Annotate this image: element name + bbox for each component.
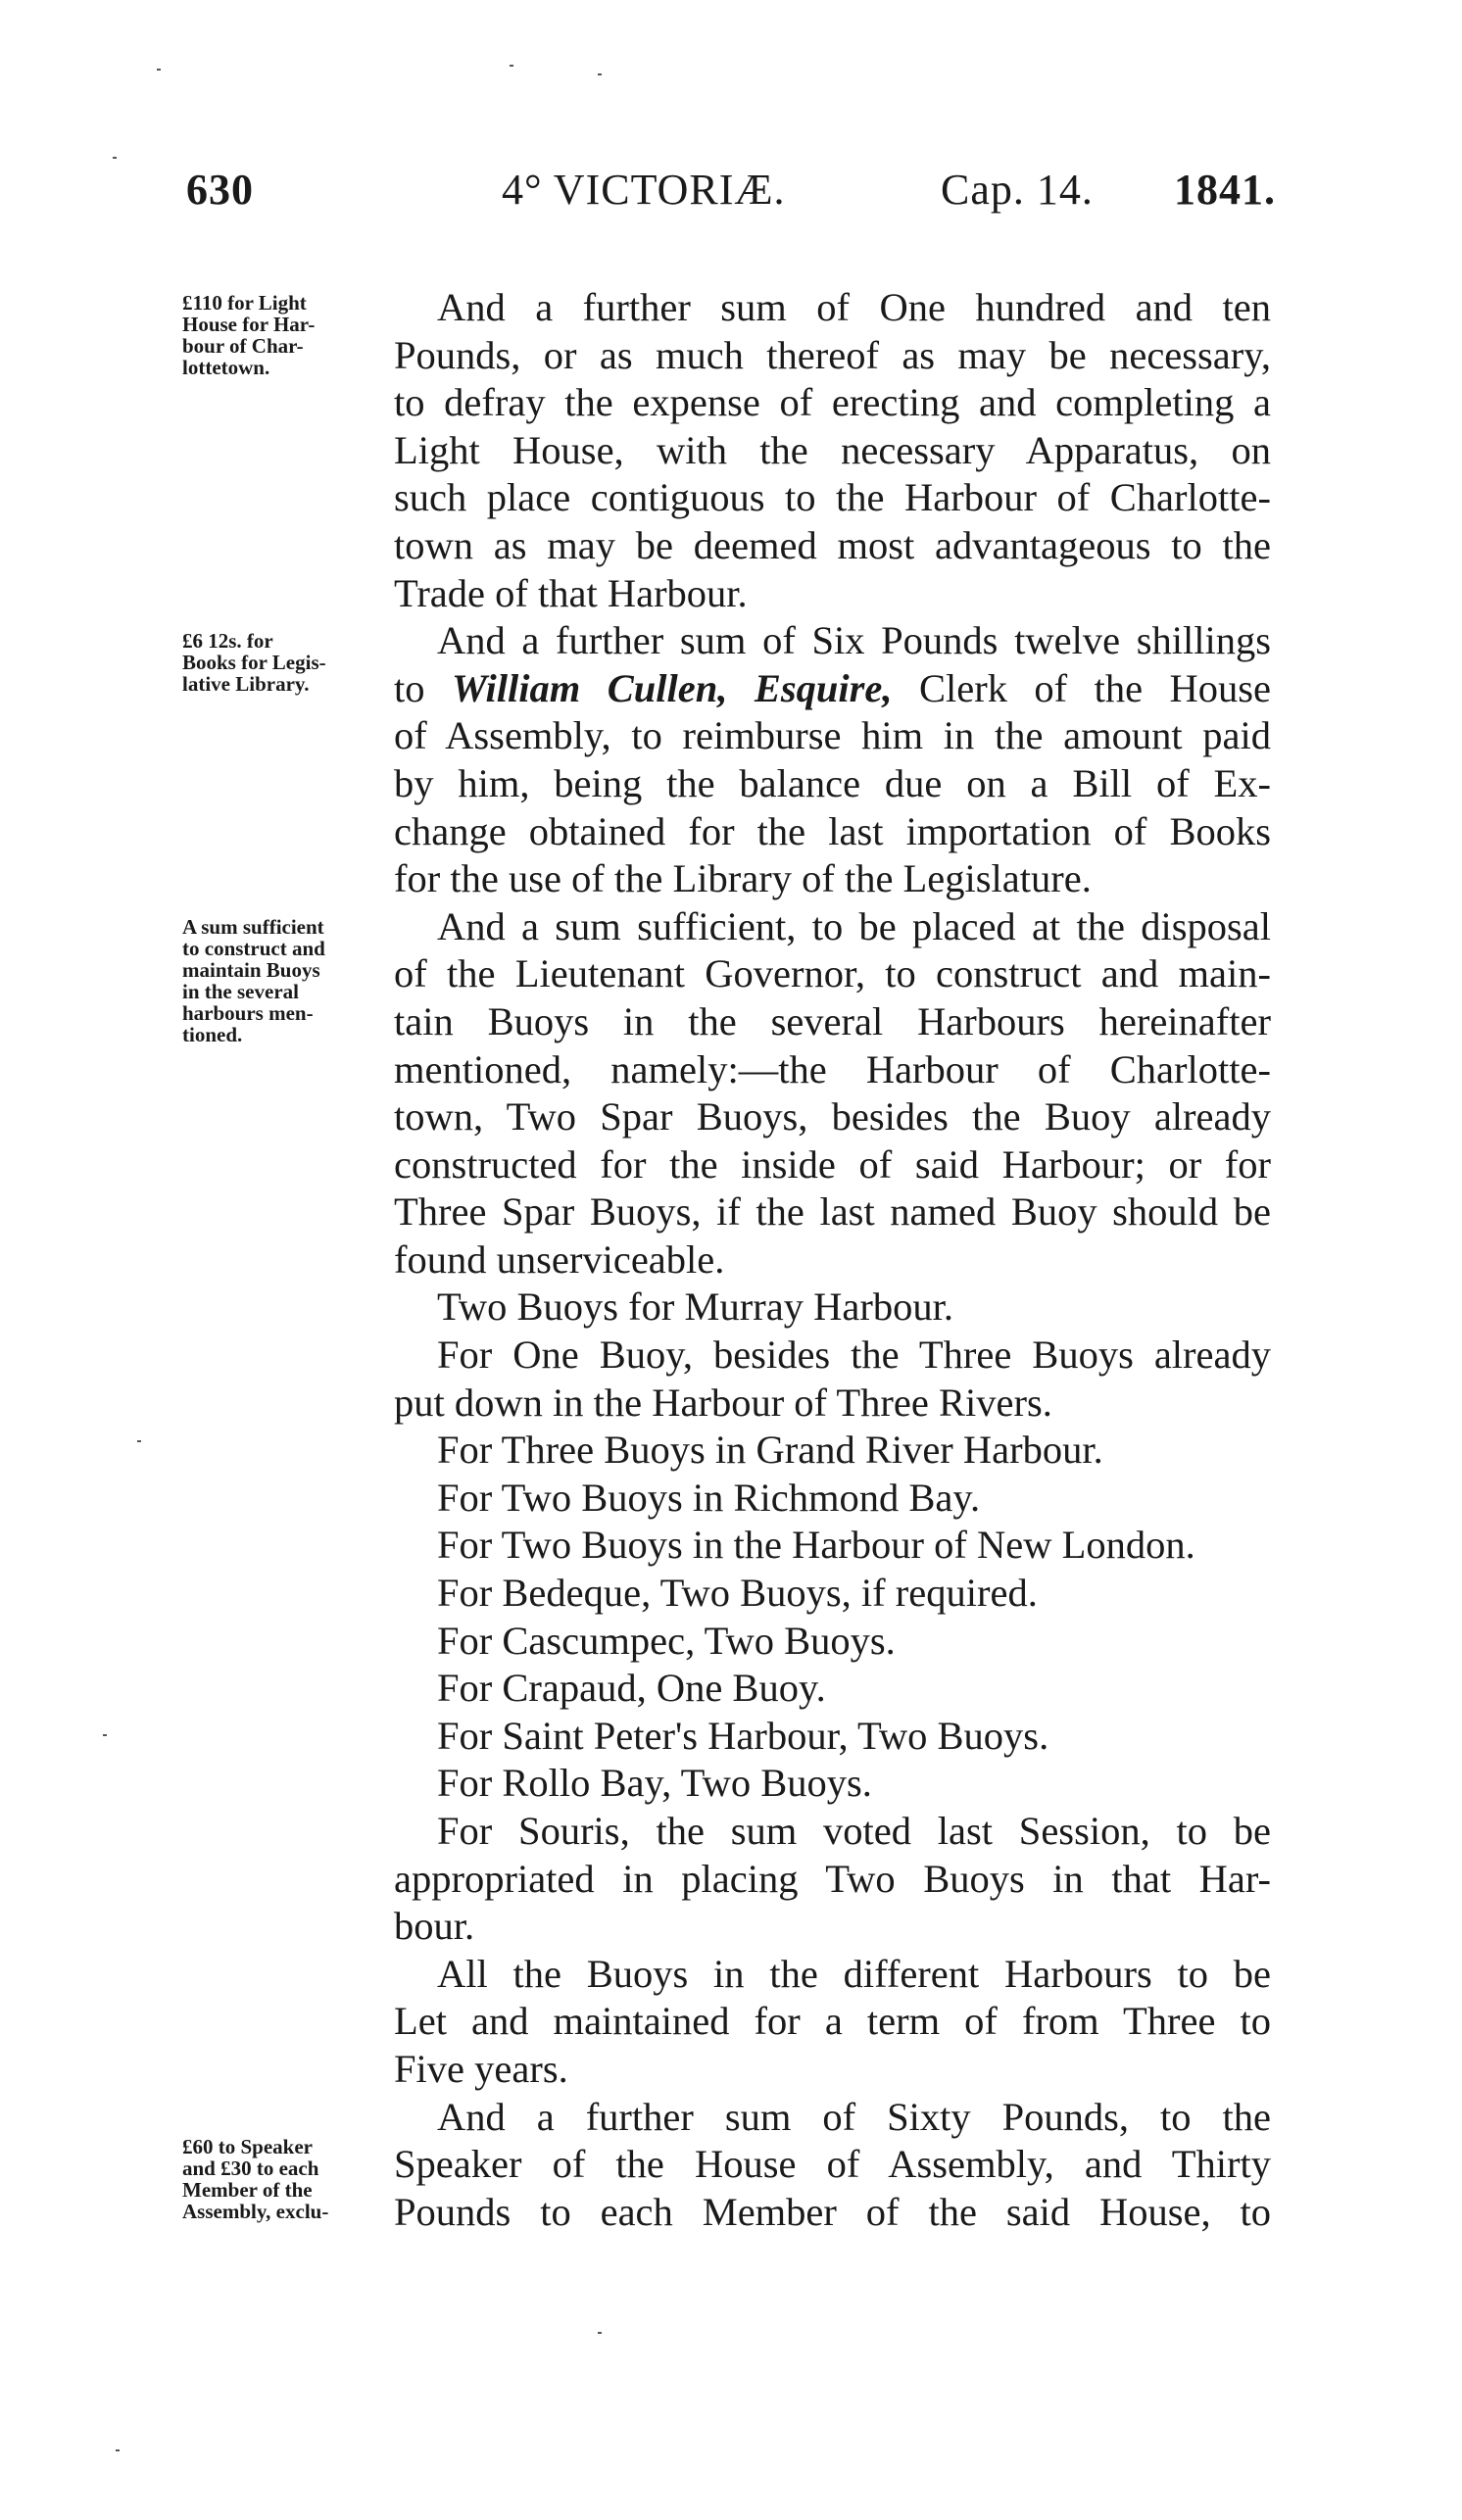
text-line: For Saint Peter's Harbour, Two Buoys. — [437, 1713, 1049, 1758]
text-line: For Rollo Bay, Two Buoys. — [437, 1761, 872, 1806]
text-line: Three Spar Buoys, if the last named Buoy should be — [394, 1189, 1271, 1235]
scan-speck — [103, 1734, 107, 1736]
margin-note-line: A sum sufficient — [182, 915, 324, 939]
text-line: Trade of that Harbour. — [394, 570, 748, 615]
scan-speck — [598, 73, 602, 75]
margin-note-line: Member of the — [182, 2178, 313, 2202]
text-line: Light House, with the necessary Apparatus, on — [394, 427, 1271, 472]
scan-speck — [598, 2332, 602, 2334]
text-line: And a further sum of Sixty Pounds, to the — [437, 2094, 1271, 2139]
margin-note-library-books — [182, 630, 378, 695]
scan-speck — [157, 69, 161, 71]
margin-note-line: lottetown. — [182, 356, 270, 379]
text-line: For Crapaud, One Buoy. — [437, 1666, 826, 1711]
margin-note-line: to construct and — [182, 937, 325, 960]
text-line: town, Two Spar Buoys, besides the Buoy already — [394, 1094, 1271, 1139]
text-fragment: to — [394, 665, 425, 710]
text-line: Five years. — [394, 2046, 568, 2091]
margin-note-line: harbours men- — [182, 1001, 314, 1025]
text-line: by him, being the balance due on a Bill of Ex- — [394, 760, 1271, 805]
text-line: appropriated in placing Two Buoys in that Har- — [394, 1856, 1271, 1901]
person-name: William Cullen, Esquire, — [451, 665, 893, 710]
margin-note-line: £110 for Light — [182, 291, 307, 315]
year: 1841. — [1174, 166, 1276, 214]
margin-note-line: £6 12s. for — [182, 629, 273, 653]
text-line: to defray the expense of erecting and completing a — [394, 380, 1271, 425]
text-line: put down in the Harbour of Three Rivers. — [394, 1380, 1052, 1425]
text-line: of Assembly, to reimburse him in the amount paid — [394, 713, 1271, 758]
margin-note-line: and £30 to each — [182, 2157, 319, 2180]
margin-note-buoys — [182, 916, 378, 1045]
text-line: Pounds, or as much thereof as may be necessary, — [394, 332, 1271, 377]
text-line: For Souris, the sum voted last Session, to be — [437, 1809, 1271, 1853]
running-header — [186, 165, 1284, 223]
margin-note-line: tioned. — [182, 1023, 243, 1046]
text-line: Let and maintained for a term of from Three to — [394, 1999, 1271, 2044]
text-line: For Cascumpec, Two Buoys. — [437, 1618, 896, 1663]
text-fragment: Clerk of the House — [918, 665, 1272, 710]
margin-note-line: maintain Buoys — [182, 958, 320, 982]
scan-speck — [113, 157, 117, 159]
text-line: found unserviceable. — [394, 1236, 725, 1282]
text-line: And a further sum of One hundred and ten — [437, 285, 1271, 329]
running-title: 4° VICTORIÆ. — [502, 166, 786, 214]
text-line: Two Buoys for Murray Harbour. — [437, 1284, 953, 1330]
margin-note-line: House for Har- — [182, 313, 316, 336]
text-line: All the Buoys in the different Harbours to be — [437, 1951, 1271, 1996]
text-line: change obtained for the last importation of Books — [394, 808, 1271, 853]
text-line — [394, 665, 1271, 713]
margin-note-line: lative Library. — [182, 672, 310, 696]
text-line: town as may be deemed most advantageous to the — [394, 522, 1271, 567]
text-line: For Two Buoys in Richmond Bay. — [437, 1475, 981, 1520]
scan-speck — [116, 2449, 120, 2451]
text-line: constructed for the inside of said Harbour; or for — [394, 1141, 1271, 1187]
margin-note-line: Assembly, exclu- — [182, 2200, 329, 2223]
margin-note-line: in the several — [182, 980, 299, 1003]
margin-note-line: Books for Legis- — [182, 651, 326, 674]
margin-note-lighthouse — [182, 292, 378, 378]
margin-note-speaker — [182, 2136, 378, 2222]
text-line: of the Lieutenant Governor, to construct and main- — [394, 951, 1271, 996]
body-text — [394, 284, 1271, 2236]
text-line: For Two Buoys in the Harbour of New London. — [437, 1523, 1195, 1568]
text-line: such place contiguous to the Harbour of Charlotte- — [394, 475, 1271, 520]
text-line: Speaker of the House of Assembly, and Thirty — [394, 2142, 1271, 2187]
text-line: tain Buoys in the several Harbours hereinafter — [394, 998, 1271, 1043]
text-line: For Bedeque, Two Buoys, if required. — [437, 1571, 1038, 1616]
text-line: For One Buoy, besides the Three Buoys already — [437, 1333, 1271, 1378]
scan-speck — [510, 65, 513, 67]
chapter-number: Cap. 14. — [941, 166, 1094, 214]
text-line: for the use of the Library of the Legislature. — [394, 856, 1092, 901]
margin-note-line: bour of Char- — [182, 334, 304, 358]
text-line: mentioned, namely:—the Harbour of Charlotte- — [394, 1046, 1271, 1091]
text-line: Pounds to each Member of the said House, to — [394, 2189, 1271, 2234]
page-number: 630 — [186, 166, 254, 214]
scan-speck — [137, 1440, 141, 1442]
text-line: For Three Buoys in Grand River Harbour. — [437, 1428, 1103, 1473]
text-line: And a further sum of Six Pounds twelve shillings — [437, 618, 1271, 663]
text-line: bour. — [394, 1904, 475, 1949]
margin-note-line: £60 to Speaker — [182, 2135, 313, 2158]
text-line: And a sum sufficient, to be placed at the disposal — [437, 903, 1271, 948]
